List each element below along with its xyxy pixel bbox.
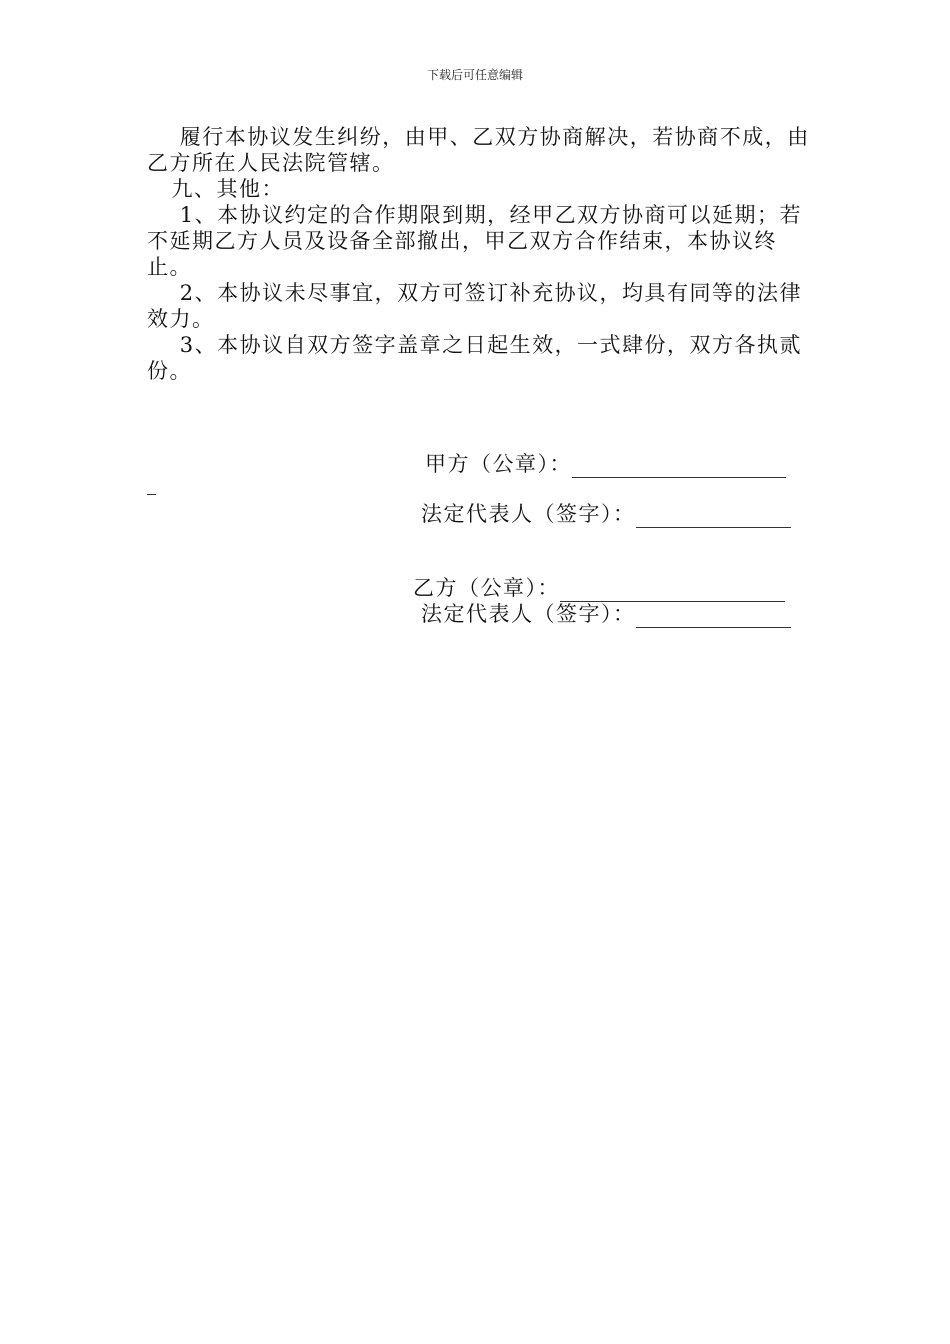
party-b-rep-label: 法定代表人（签字）： bbox=[421, 602, 636, 626]
party-b-rep-line bbox=[636, 605, 791, 628]
party-a-rep-label: 法定代表人（签字）： bbox=[421, 502, 636, 526]
agreement-body bbox=[147, 124, 817, 384]
paragraph-clause-1: 1、本协议约定的合作期限到期，经甲乙双方协商可以延期；若不延期乙方人员及设备全部撤出，甲乙双方合作结束，本协议终止。 bbox=[147, 203, 803, 279]
page-header: 下载后可任意编辑 bbox=[426, 68, 523, 82]
party-b-seal-label: 乙方（公章）： bbox=[413, 576, 560, 600]
paragraph-clause-3: 3、本协议自双方签字盖章之日起生效，一式肆份，双方各执贰份。 bbox=[147, 333, 803, 383]
party-a-rep-line bbox=[636, 505, 791, 528]
party-a-seal-label: 甲方（公章）： bbox=[425, 452, 572, 476]
party-a-rep-row bbox=[421, 498, 791, 528]
paragraph-dispute: 履行本协议发生纠纷，由甲、乙双方协商解决，若协商不成，由乙方所在人民法院管辖。 bbox=[147, 125, 810, 175]
party-a-seal-row bbox=[425, 448, 786, 478]
party-b-rep-row bbox=[421, 598, 791, 628]
party-a-seal-line bbox=[572, 455, 786, 478]
stray-underline bbox=[147, 494, 156, 495]
paragraph-clause-2: 2、本协议未尽事宜，双方可签订补充协议，均具有同等的法律效力。 bbox=[147, 281, 803, 331]
paragraph-other-heading: 九、其他： bbox=[147, 177, 285, 201]
